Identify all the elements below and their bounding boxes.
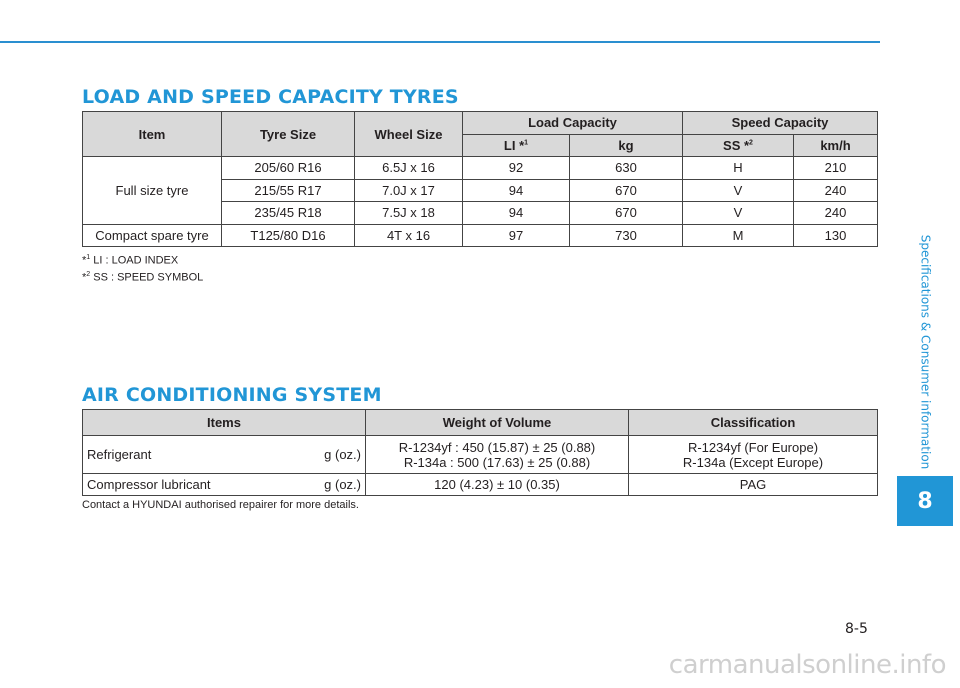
tyre-size-cell: 215/55 R17 (222, 179, 355, 202)
kg-cell: 730 (570, 224, 683, 247)
col-header-ss: SS *$^2$ (683, 134, 794, 157)
col-header-item: Item (83, 112, 222, 157)
table-row (83, 224, 878, 247)
tyre-capacity-table (82, 111, 878, 247)
col-header-load-capacity: Load Capacity (463, 112, 683, 135)
wheel-size-cell: 7.5J x 18 (355, 202, 463, 225)
ss-cell: V (683, 179, 794, 202)
table-row (83, 157, 878, 180)
li-cell: 97 (463, 224, 570, 247)
kmh-cell: 240 (794, 202, 878, 225)
wheel-size-cell: 4T x 16 (355, 224, 463, 247)
weight-cell: R-1234yf : 450 (15.87) ± 25 (0.88) R-134a : 500 (17.63) ± 25 (0.88) (366, 436, 629, 474)
item-label: Refrigerant (87, 447, 152, 462)
kmh-cell: 130 (794, 224, 878, 247)
wheel-size-cell: 7.0J x 17 (355, 179, 463, 202)
watermark: carmanualsonline.info (668, 650, 946, 680)
unit-label: g (oz.) (324, 477, 361, 492)
ss-cell: M (683, 224, 794, 247)
chapter-tab: 8 (897, 476, 953, 526)
ss-cell: H (683, 157, 794, 180)
unit-label: g (oz.) (324, 447, 361, 462)
spare-tyre-cell: Compact spare tyre (83, 224, 222, 247)
classification-cell: R-1234yf (For Europe) R-134a (Except Europe) (629, 436, 878, 474)
ss-cell: V (683, 202, 794, 225)
col-header-speed-capacity: Speed Capacity (683, 112, 878, 135)
tyre-section-title: LOAD AND SPEED CAPACITY TYRES (82, 86, 459, 108)
ac-table (82, 409, 878, 496)
col-header-tyre-size: Tyre Size (222, 112, 355, 157)
footnote-load-index: *$^1$ LI : LOAD INDEX (82, 254, 179, 267)
kg-cell: 670 (570, 179, 683, 202)
tyre-size-cell: 205/60 R16 (222, 157, 355, 180)
classification-cell: PAG (629, 474, 878, 496)
kg-cell: 670 (570, 202, 683, 225)
ac-section-title: AIR CONDITIONING SYSTEM (82, 384, 382, 406)
col-header-kmh: km/h (794, 134, 878, 157)
item-label: Compressor lubricant (87, 477, 211, 492)
item-cell (83, 474, 366, 496)
li-cell: 94 (463, 202, 570, 225)
page-number: 8-5 (845, 621, 868, 637)
item-cell (83, 436, 366, 474)
wheel-size-cell: 6.5J x 16 (355, 157, 463, 180)
kmh-cell: 210 (794, 157, 878, 180)
table-row (83, 436, 878, 474)
top-rule (0, 41, 880, 43)
kmh-cell: 240 (794, 179, 878, 202)
col-header-classification: Classification (629, 410, 878, 436)
col-header-wheel-size: Wheel Size (355, 112, 463, 157)
col-header-li: LI *$^1$ (463, 134, 570, 157)
weight-cell: 120 (4.23) ± 10 (0.35) (366, 474, 629, 496)
col-header-weight: Weight of Volume (366, 410, 629, 436)
table-row (83, 474, 878, 496)
col-header-items: Items (83, 410, 366, 436)
col-header-kg: kg (570, 134, 683, 157)
chapter-title-vertical: Specifications & Consumer information (918, 234, 933, 470)
tyre-size-cell: T125/80 D16 (222, 224, 355, 247)
li-cell: 94 (463, 179, 570, 202)
footnote-speed-symbol: *$^2$ SS : SPEED SYMBOL (82, 271, 204, 284)
kg-cell: 630 (570, 157, 683, 180)
tyre-size-cell: 235/45 R18 (222, 202, 355, 225)
full-size-tyre-cell: Full size tyre (83, 157, 222, 225)
li-cell: 92 (463, 157, 570, 180)
repair-note: Contact a HYUNDAI authorised repairer for more details. (82, 499, 359, 511)
